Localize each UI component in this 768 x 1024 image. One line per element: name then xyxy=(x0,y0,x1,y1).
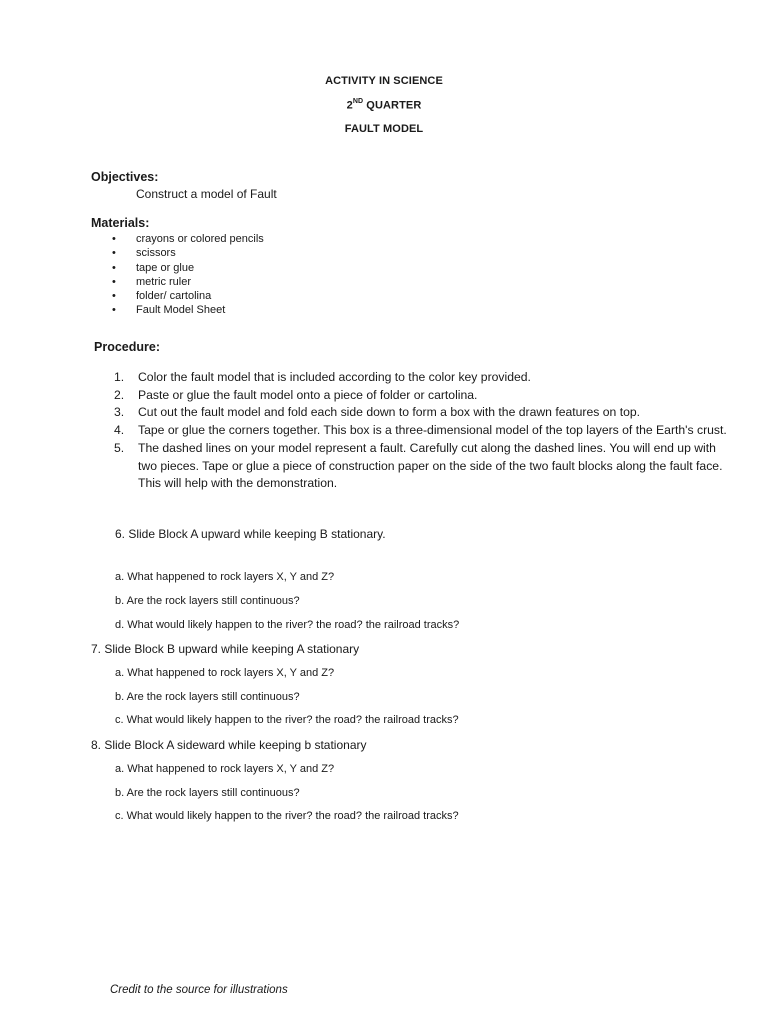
bullet: • xyxy=(112,290,116,303)
question-7c: c. What would likely happen to the river? the road? the railroad tracks? xyxy=(115,714,459,726)
quarter-number: 2 xyxy=(346,99,353,112)
procedure-step xyxy=(112,404,732,422)
bullet: • xyxy=(112,233,116,245)
step-number: 4. xyxy=(114,423,125,438)
step-text: Cut out the fault model and fold each side down to form a box with the drawn features on top. xyxy=(138,405,641,420)
list-item xyxy=(112,232,264,246)
step-7: 7. Slide Block B upward while keeping A stationary xyxy=(91,642,360,656)
credit-note: Credit to the source for illustrations xyxy=(110,984,288,996)
quarter-word: QUARTER xyxy=(363,99,422,112)
material-label: folder/ cartolina xyxy=(136,290,212,303)
question-7a: a. What happened to rock layers X, Y and Z? xyxy=(115,667,335,679)
list-item xyxy=(112,289,264,303)
material-label: Fault Model Sheet xyxy=(136,304,226,317)
list-item xyxy=(112,275,264,289)
question-6b: b. Are the rock layers still continuous? xyxy=(115,595,300,607)
material-label: crayons or colored pencils xyxy=(136,233,264,245)
list-item xyxy=(112,303,264,317)
step-number: 1. xyxy=(114,370,125,384)
document-title: ACTIVITY IN SCIENCE xyxy=(325,75,443,87)
procedure-list xyxy=(112,369,732,493)
quarter-suffix: ND xyxy=(352,98,364,105)
question-6d: d. What would likely happen to the river? the road? the railroad tracks? xyxy=(115,619,460,631)
objectives-text: Construct a model of Fault xyxy=(136,187,277,201)
step-number: 2. xyxy=(114,387,125,402)
step-text: Tape or glue the corners together. This box is a three-dimensional model of the top layers of the Earth's crust. xyxy=(138,423,727,438)
step-number: 3. xyxy=(114,405,125,420)
material-label: scissors xyxy=(136,247,176,260)
step-6: 6. Slide Block A upward while keeping B stationary. xyxy=(115,527,386,541)
list-item xyxy=(112,246,264,260)
bullet: • xyxy=(112,275,116,288)
quarter-heading xyxy=(0,99,768,112)
materials-list xyxy=(112,232,264,318)
question-8c: c. What would likely happen to the river? the road? the railroad tracks? xyxy=(115,810,459,822)
question-8b: b. Are the rock layers still continuous? xyxy=(115,787,300,799)
question-8a: a. What happened to rock layers X, Y and Z? xyxy=(115,763,335,775)
bullet: • xyxy=(112,247,116,260)
bullet: • xyxy=(112,304,116,317)
procedure-step xyxy=(112,440,732,493)
step-text: Paste or glue the fault model onto a piece of folder or cartolina. xyxy=(138,387,478,402)
procedure-step xyxy=(112,387,732,405)
procedure-step xyxy=(112,422,732,440)
step-number: 5. xyxy=(114,440,125,455)
objectives-heading: Objectives: xyxy=(91,170,159,184)
activity-title: FAULT MODEL xyxy=(344,123,424,135)
step-8: 8. Slide Block A sideward while keeping b stationary xyxy=(91,738,367,752)
procedure-heading: Procedure: xyxy=(94,340,160,354)
list-item xyxy=(112,261,264,275)
material-label: metric ruler xyxy=(136,275,192,288)
materials-heading: Materials: xyxy=(91,216,150,230)
material-label: tape or glue xyxy=(136,261,195,274)
step-text: Color the fault model that is included according to the color key provided. xyxy=(138,370,531,384)
procedure-step xyxy=(112,369,732,387)
question-6a: a. What happened to rock layers X, Y and Z? xyxy=(115,571,335,583)
step-text: The dashed lines on your model represent a fault. Carefully cut along the dashed lines. You will end up with two pieces. Tape or glue a piece of construction paper on the side of the two fault blocks along the fault face. This will help with the demonstration. xyxy=(138,440,723,491)
question-7b: b. Are the rock layers still continuous? xyxy=(115,691,300,703)
bullet: • xyxy=(112,261,116,274)
